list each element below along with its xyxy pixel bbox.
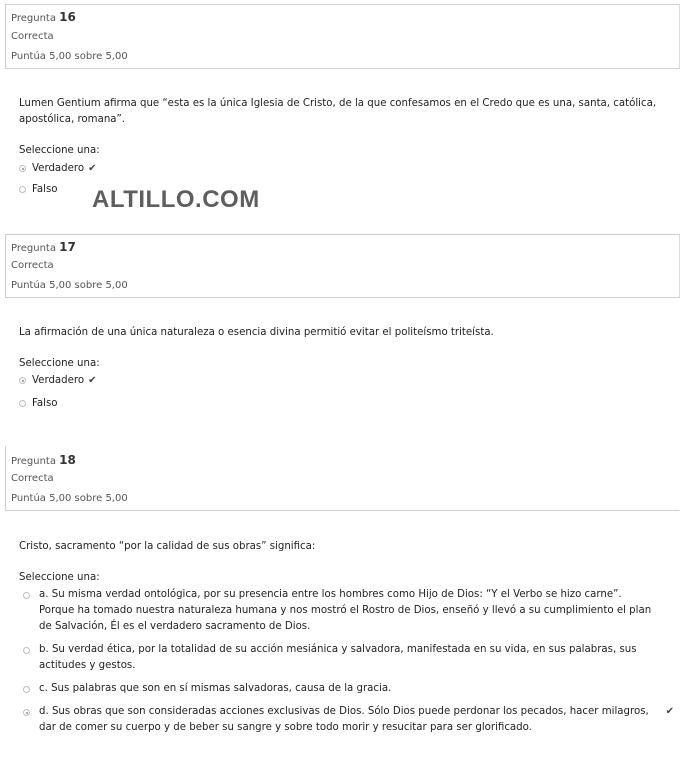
option-label: Verdadero [32, 163, 85, 174]
option-letter: c. [39, 683, 48, 694]
option-label: Falso [32, 184, 58, 195]
check-icon: ✔ [665, 706, 674, 717]
check-icon: ✔ [88, 375, 97, 386]
option-verdadero[interactable] [19, 163, 97, 174]
select-prompt: Seleccione una: [19, 145, 100, 156]
question-number-value: 16 [59, 10, 76, 24]
option-falso[interactable] [19, 398, 58, 409]
option-a[interactable] [19, 587, 674, 635]
question-number [11, 10, 76, 24]
radio-button[interactable] [23, 647, 30, 654]
question-text: Cristo, sacramento “por la calidad de sus obras” significa: [19, 541, 316, 552]
option-label [39, 587, 654, 635]
select-prompt: Seleccione una: [19, 358, 100, 369]
option-text: Sus palabras que son en sí mismas salvadoras, causa de la gracia. [51, 683, 392, 694]
question-number-value: 17 [59, 240, 76, 254]
question-text: La afirmación de una única naturaleza o esencia divina permitió evitar el politeísmo triteísta. [19, 327, 494, 338]
option-text: Sus obras que son consideradas acciones exclusivas de Dios. Sólo Dios puede perdonar los pecados, hacer milagros, dar de comer su cuerpo y de beber su sangre y sobre todo morir y resucitar para ser glorificado. [39, 706, 649, 733]
option-label: Verdadero [32, 375, 85, 386]
question-number-value: 18 [59, 453, 76, 467]
question-grade: Puntúa 5,00 sobre 5,00 [11, 51, 128, 62]
option-label [39, 681, 654, 697]
question-grade: Puntúa 5,00 sobre 5,00 [11, 493, 128, 504]
option-c[interactable] [19, 681, 674, 697]
option-letter: d. [39, 706, 49, 717]
question-label: Pregunta [11, 456, 56, 467]
question-label: Pregunta [11, 243, 56, 254]
question-state: Correcta [11, 260, 54, 271]
watermark: ALTILLO.COM [92, 186, 260, 213]
question-info-18 [5, 446, 680, 511]
option-d[interactable] [19, 704, 674, 736]
question-number [11, 453, 76, 467]
radio-button-checked[interactable] [19, 165, 26, 172]
select-prompt: Seleccione una: [19, 572, 100, 583]
check-icon: ✔ [88, 163, 97, 174]
option-text: Su misma verdad ontológica, por su presencia entre los hombres como Hijo de Dios: “Y el Verbo se hizo carne”. Porque ha tomado nuestra naturaleza humana y nos mostró el Rostro de Dios, enseñó y llevó a su cumplimiento el plan de Salvación, Él es el verdadero sacramento de Dios. [39, 589, 652, 632]
option-label [39, 642, 654, 674]
radio-button[interactable] [23, 686, 30, 693]
radio-button[interactable] [23, 592, 30, 599]
question-info-16 [5, 4, 680, 69]
question-grade: Puntúa 5,00 sobre 5,00 [11, 280, 128, 291]
option-label: Falso [32, 398, 58, 409]
option-falso[interactable] [19, 184, 58, 195]
radio-button[interactable] [19, 186, 26, 193]
option-letter: a. [39, 589, 49, 600]
option-verdadero[interactable] [19, 375, 97, 386]
option-label [39, 704, 654, 736]
radio-button-checked[interactable] [23, 709, 30, 716]
question-info-17 [5, 234, 680, 298]
question-number [11, 240, 76, 254]
question-state: Correcta [11, 473, 54, 484]
question-state: Correcta [11, 31, 54, 42]
radio-button[interactable] [19, 400, 26, 407]
option-letter: b. [39, 644, 49, 655]
option-text: Su verdad ética, por la totalidad de su acción mesiánica y salvadora, manifestada en su vida, en sus palabras, sus actitudes y gestos. [39, 644, 637, 671]
question-label: Pregunta [11, 13, 56, 24]
option-b[interactable] [19, 642, 674, 674]
question-text: Lumen Gentium afirma que “esta es la única Iglesia de Cristo, de la que confesamos en el Credo que es una, santa, católica, apostólica, romana”. [19, 98, 657, 125]
radio-button-checked[interactable] [19, 377, 26, 384]
